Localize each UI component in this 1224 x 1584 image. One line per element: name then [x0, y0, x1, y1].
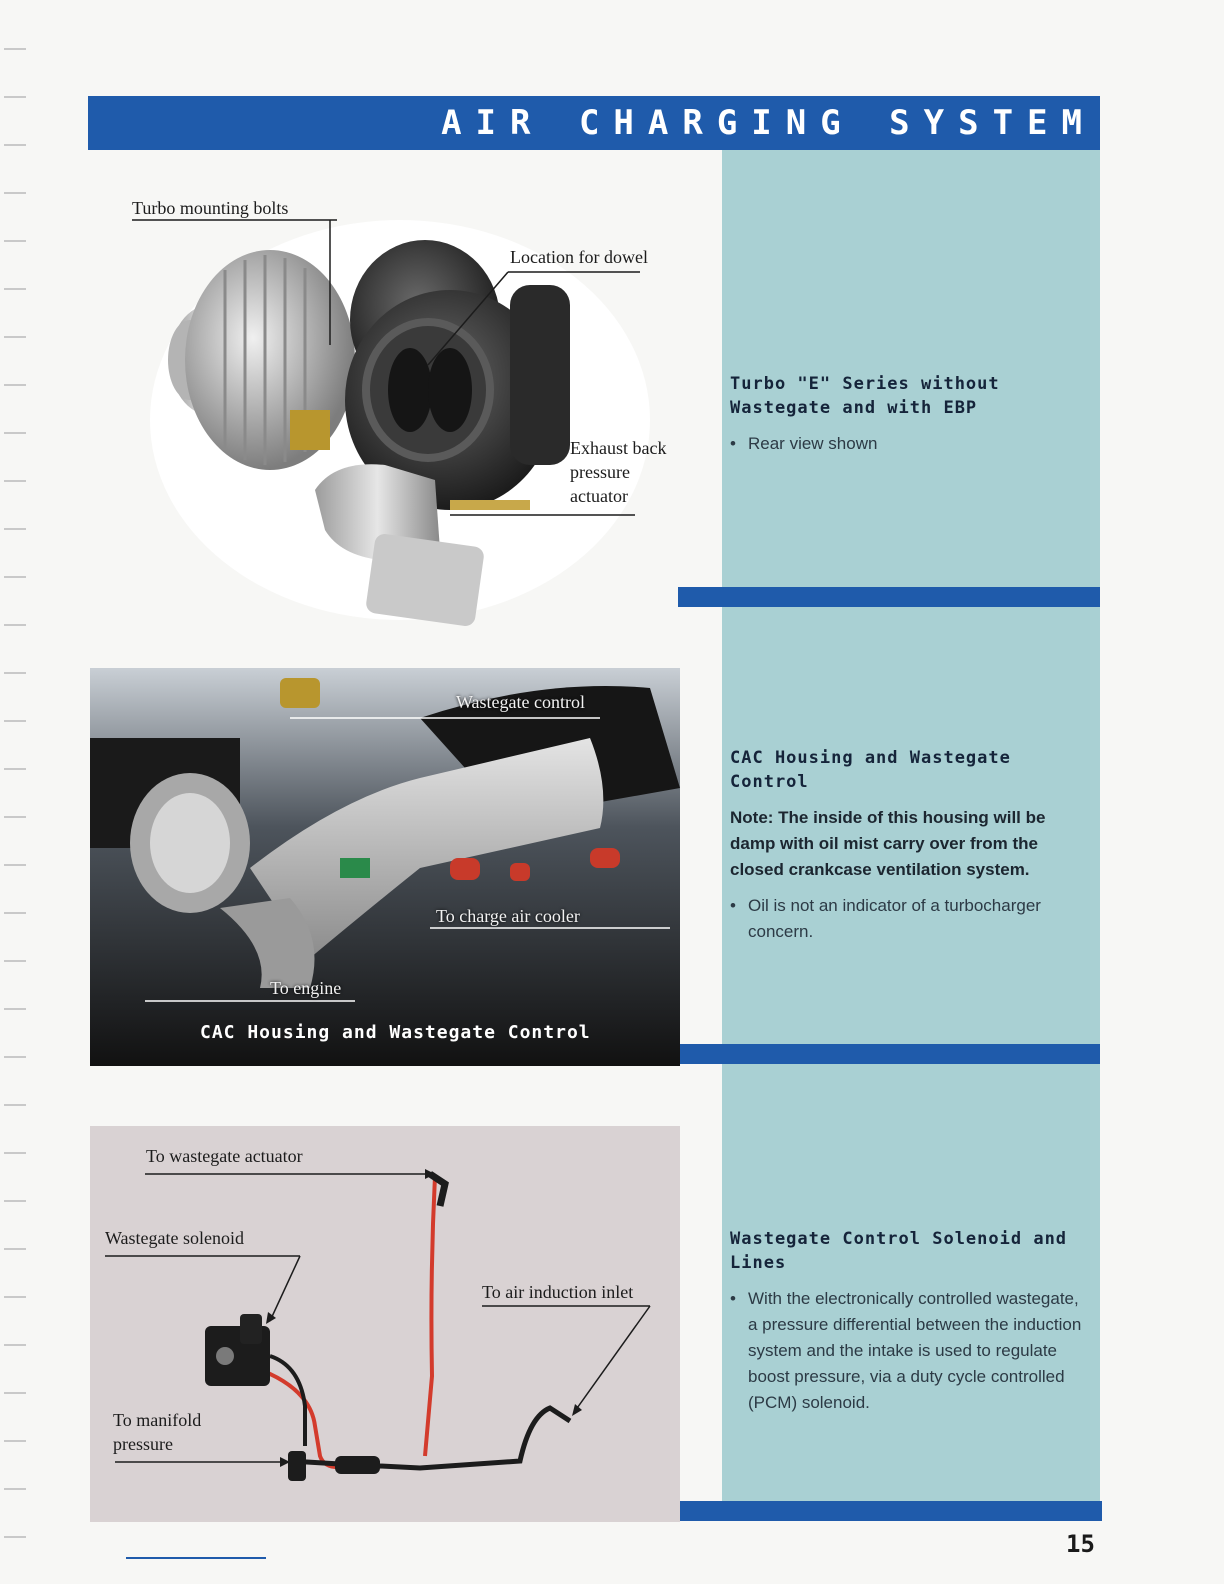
callout-turbo-mounting-bolts: Turbo mounting bolts: [132, 198, 289, 218]
callout-wastegate-control: Wastegate control: [456, 692, 585, 712]
side-panel-3: [722, 1064, 1100, 1501]
divider-bar: [678, 587, 1100, 607]
callout-to-wastegate-actuator: To wastegate actuator: [146, 1146, 303, 1166]
page-number: 15: [1066, 1530, 1095, 1558]
cac-housing-illustration: [90, 668, 680, 1066]
callout-wastegate-solenoid: Wastegate solenoid: [105, 1228, 245, 1248]
divider-bar: [678, 1044, 1100, 1064]
section3-title: Wastegate Control Solenoid and Lines: [730, 1229, 1068, 1273]
page-title: AIR CHARGING SYSTEM: [441, 103, 1096, 143]
bullet-item: • Oil is not an indicator of a turbocharger concern.: [730, 893, 1090, 945]
section2-title: CAC Housing and Wastegate Control: [730, 748, 1011, 792]
side-panel-1: [722, 150, 1100, 587]
callout-dowel-location: Location for dowel: [510, 247, 648, 267]
callout-to-manifold-pressure: To manifold pressure: [113, 1410, 202, 1454]
solenoid-lines-illustration: [90, 1126, 680, 1522]
cac-housing-photo: [90, 668, 680, 1066]
section2-note: Note: The inside of this housing will be damp with oil mist carry over from the closed crankcase ventilation system.: [730, 808, 1046, 879]
photo-caption: CAC Housing and Wastegate Control: [200, 1022, 591, 1043]
bullet-item: • Rear view shown: [730, 431, 1090, 457]
callout-to-engine: To engine: [270, 978, 342, 998]
callout-to-air-induction-inlet: To air induction inlet: [482, 1282, 634, 1302]
wastegate-solenoid-photo: [90, 1126, 680, 1522]
callout-charge-air-cooler: To charge air cooler: [436, 906, 580, 926]
section1-title: Turbo "E" Series without Wastegate and with EBP: [730, 374, 1000, 418]
section3-body: [730, 1286, 1090, 1416]
section2-body: [730, 805, 1090, 945]
bullet-item: • With the electronically controlled wastegate, a pressure differential between the induction system and the intake is used to regulate boost pressure, via a duty cycle controlled (PCM) solenoid.: [730, 1286, 1090, 1416]
section1-body: [730, 431, 1090, 457]
footer-rule: [126, 1557, 266, 1559]
binder-margin-marks: [0, 0, 30, 1584]
callout-ebp-actuator: Exhaust back pressure actuator: [570, 438, 667, 506]
section-banner: [88, 96, 1100, 150]
divider-bar: [678, 1501, 1102, 1521]
